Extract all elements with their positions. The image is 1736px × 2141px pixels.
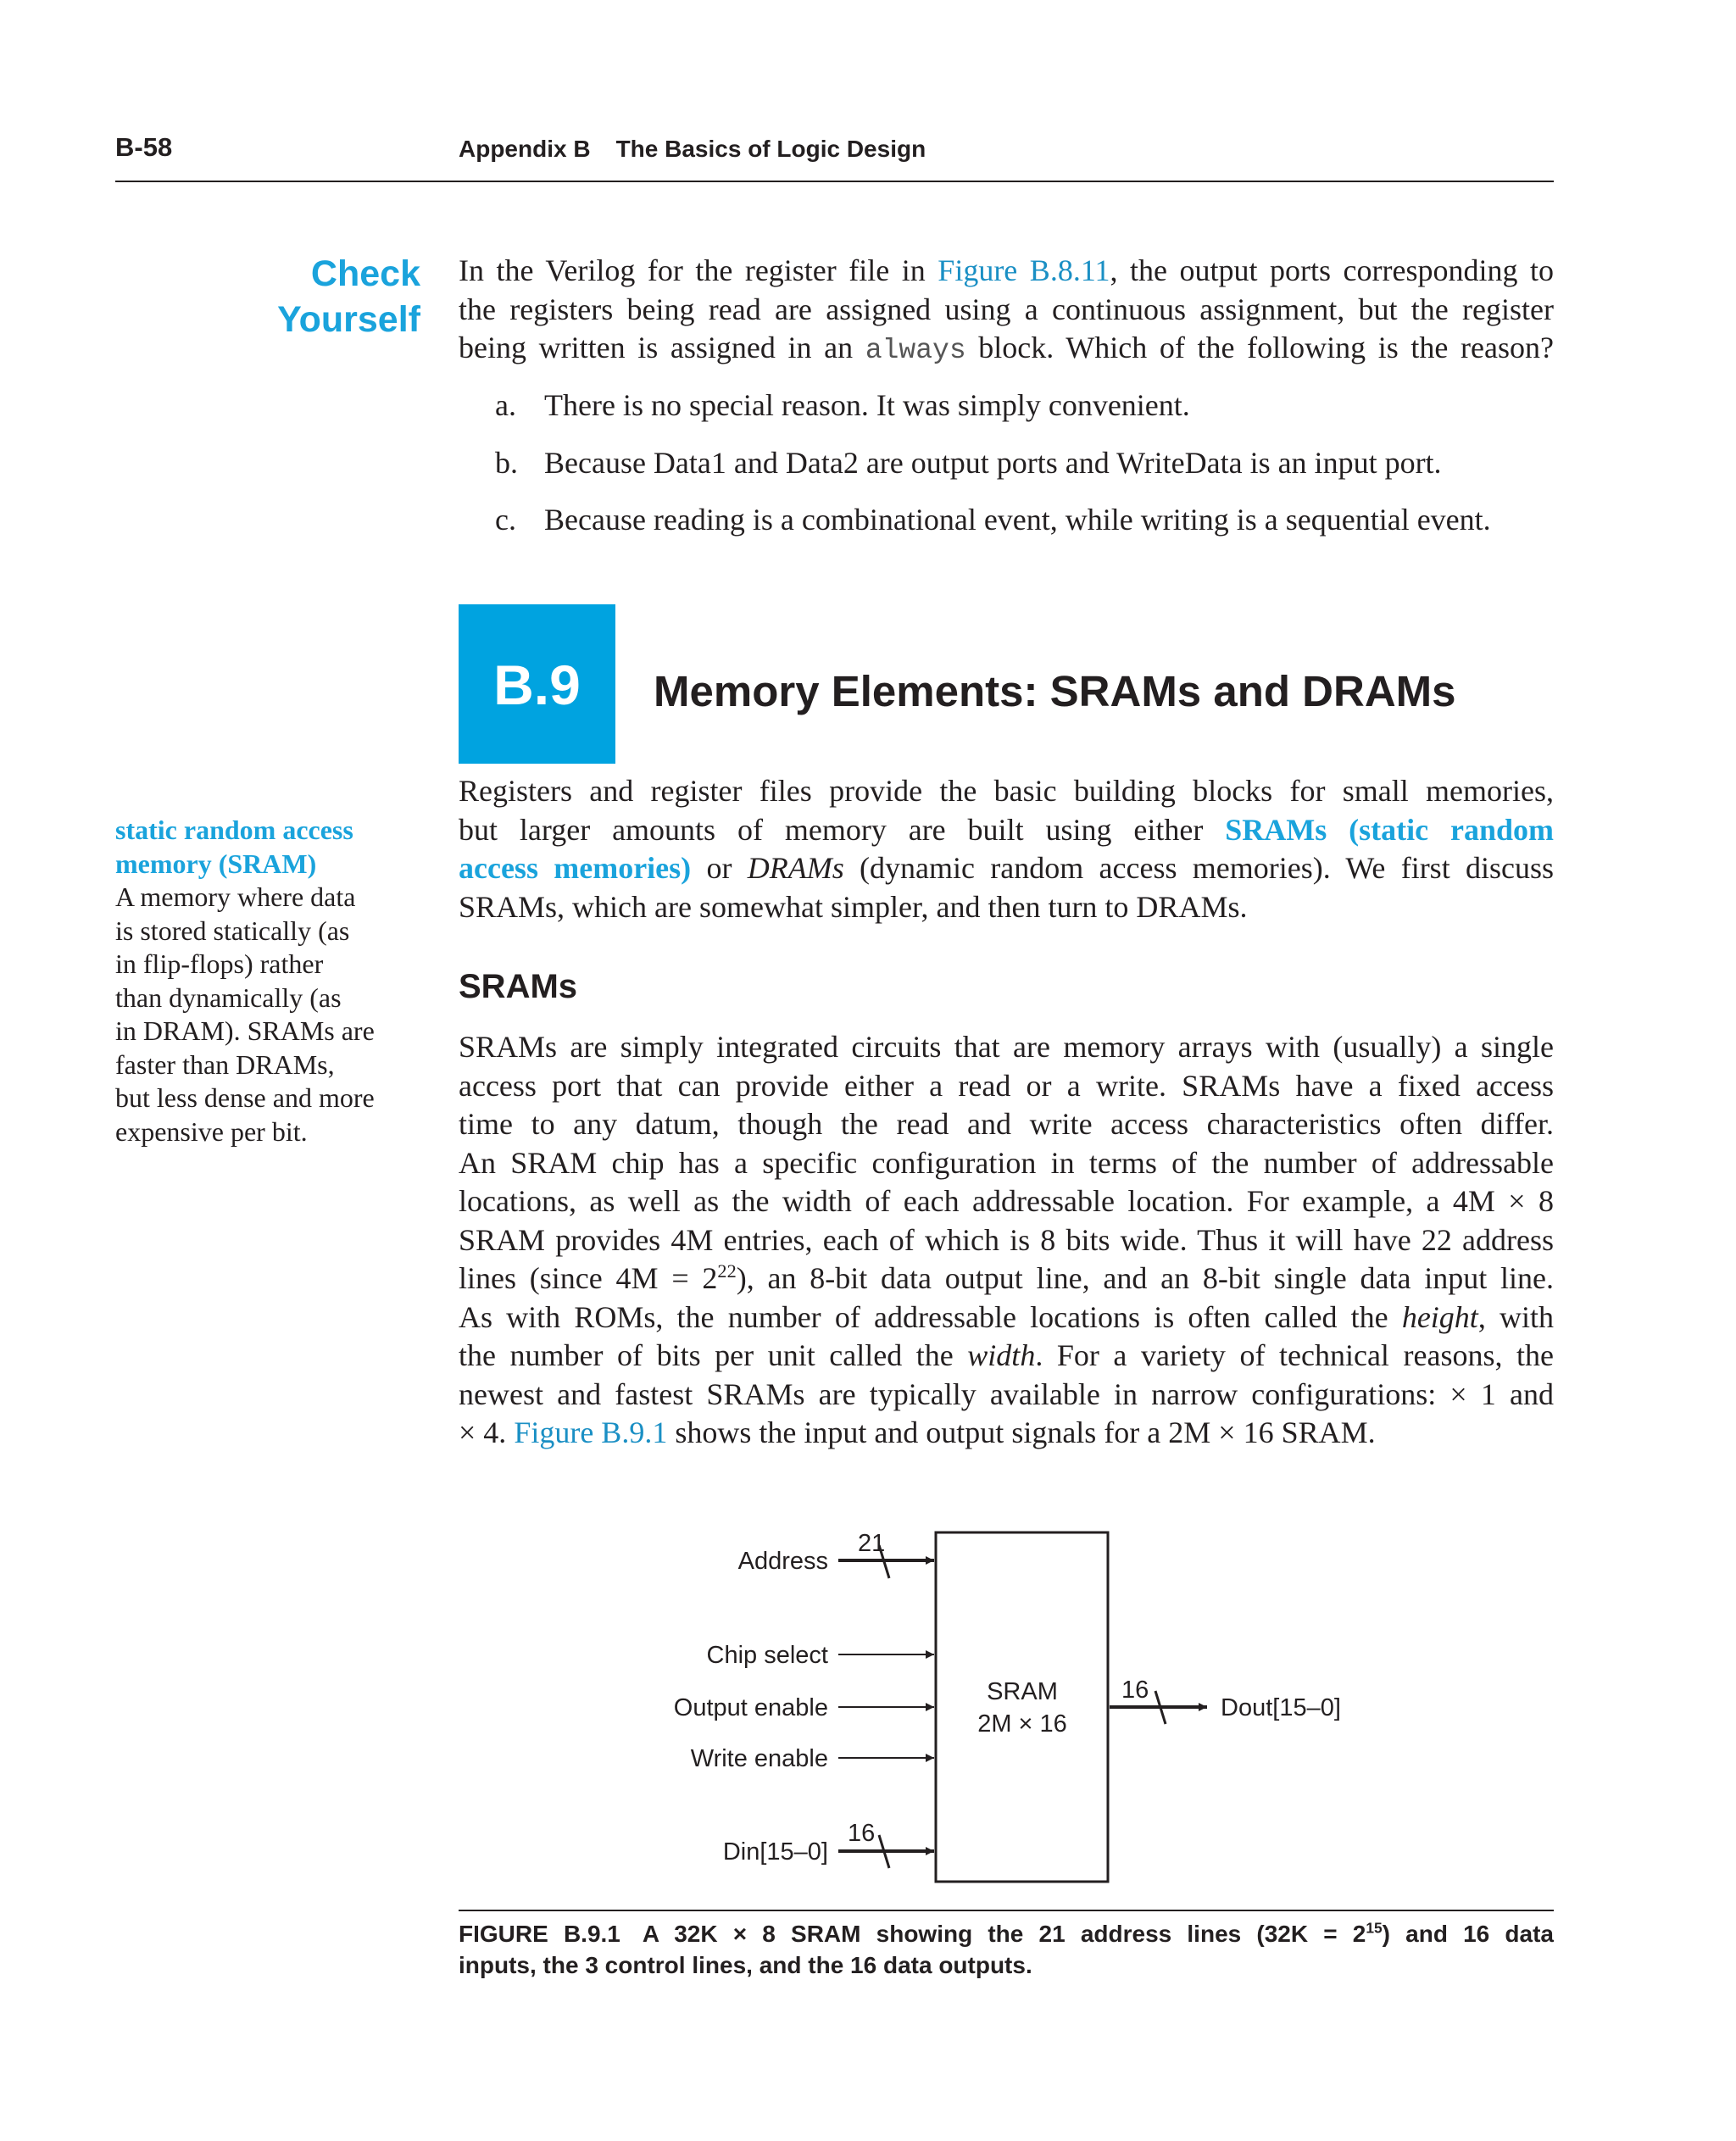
glossary-term: static random access: [115, 815, 353, 845]
code-always: always: [865, 335, 966, 366]
figure-link-b8-11[interactable]: Figure B.8.11: [938, 253, 1110, 287]
page-number: B-58: [115, 132, 173, 162]
intro-paragraph: Registers and register files provide the basic building blocks for small memories, but larger amounts of memory are built using either SRAMs (static random access memories) or DRAMs (dynamic random access memories). We first discuss SRAMs, which are somewhat simpler, and then turn to DRAMs.: [459, 774, 1554, 924]
chip-select-label: Chip select: [706, 1642, 828, 1669]
address-width: 21: [858, 1530, 886, 1557]
chapter-title: The Basics of Logic Design: [615, 136, 926, 162]
glossary-sram: static random access memory (SRAM) A memory where data is stored statically (as in flip-flops) rather than dynamically (as in DRAM). SRAMs are faster than DRAMs, but less dense and more expensive per bit.: [115, 814, 403, 1148]
check-yourself-question: In the Verilog for the register file in Figure B.8.11, the output ports corresponding to the registers being read are assigned using a continuous assignment, but the register being written is assigned in an always block. Which of the following is the reason?: [459, 253, 1554, 366]
sram-paragraph: SRAMs are simply integrated circuits that are memory arrays with (usually) a single access port that can provide either a read or a write. SRAMs have a fixed access time to any datum, though the read and write access characteristics often differ. An SRAM chip has a specific configuration in terms of the number of addressable locations, as well as the width of each addressable location. For example, a 4M × 8 SRAM provides 4M entries, each of which is 8 bits wide. Thus it will have 22 address lines (since $4M = 2^{22}$), an 8-bit data output line, and an 8-bit single data input line. As with ROMs, the number of addressable locations is often called the height, with the number of bits per unit called the width. For a variety of technical reasons, the newest and fastest SRAMs are typically available in narrow configurations: × 1 and × 4. Figure B.9.1 shows the input and output signals for a 2M × 16 SRAM.: [459, 1030, 1554, 1449]
section-number: B.9: [493, 653, 581, 716]
option-c: c. Because reading is a combinational event, while writing is a sequential event.: [495, 503, 1491, 537]
figure-link-b9-1[interactable]: Figure B.9.1: [514, 1415, 668, 1449]
sram-block: [936, 1532, 1108, 1882]
figure-caption: FIGURE B.9.1 A 32K × 8 SRAM showing the 21 address lines $(32K = 2^{15})$ and 16 data inputs, the 3 control lines, and the 16 data outputs.: [459, 1919, 1554, 1978]
caption-rule: [459, 1910, 1554, 1911]
option-b: b. Because Data1 and Data2 are output ports and WriteData is an input port.: [495, 446, 1442, 480]
dout-width: 16: [1121, 1677, 1149, 1704]
output-enable-label: Output enable: [673, 1694, 828, 1721]
option-a: a. There is no special reason. It was simply convenient.: [495, 388, 1190, 422]
sram-block-size: 2M × 16: [977, 1710, 1067, 1738]
din-width: 16: [848, 1820, 876, 1847]
section-title: Memory Elements: SRAMs and DRAMs: [654, 667, 1456, 715]
sram-block-label: SRAM: [987, 1678, 1058, 1705]
appendix-label: Appendix B: [459, 136, 591, 162]
dout-label: Dout[15–0]: [1221, 1694, 1341, 1721]
subsection-heading: SRAMs: [459, 968, 578, 1005]
check-yourself-label: Check Yourself: [277, 253, 420, 340]
address-label: Address: [737, 1548, 828, 1575]
caption-label: FIGURE B.9.1: [459, 1921, 620, 1947]
din-label: Din[15–0]: [722, 1838, 828, 1866]
write-enable-label: Write enable: [690, 1745, 828, 1772]
